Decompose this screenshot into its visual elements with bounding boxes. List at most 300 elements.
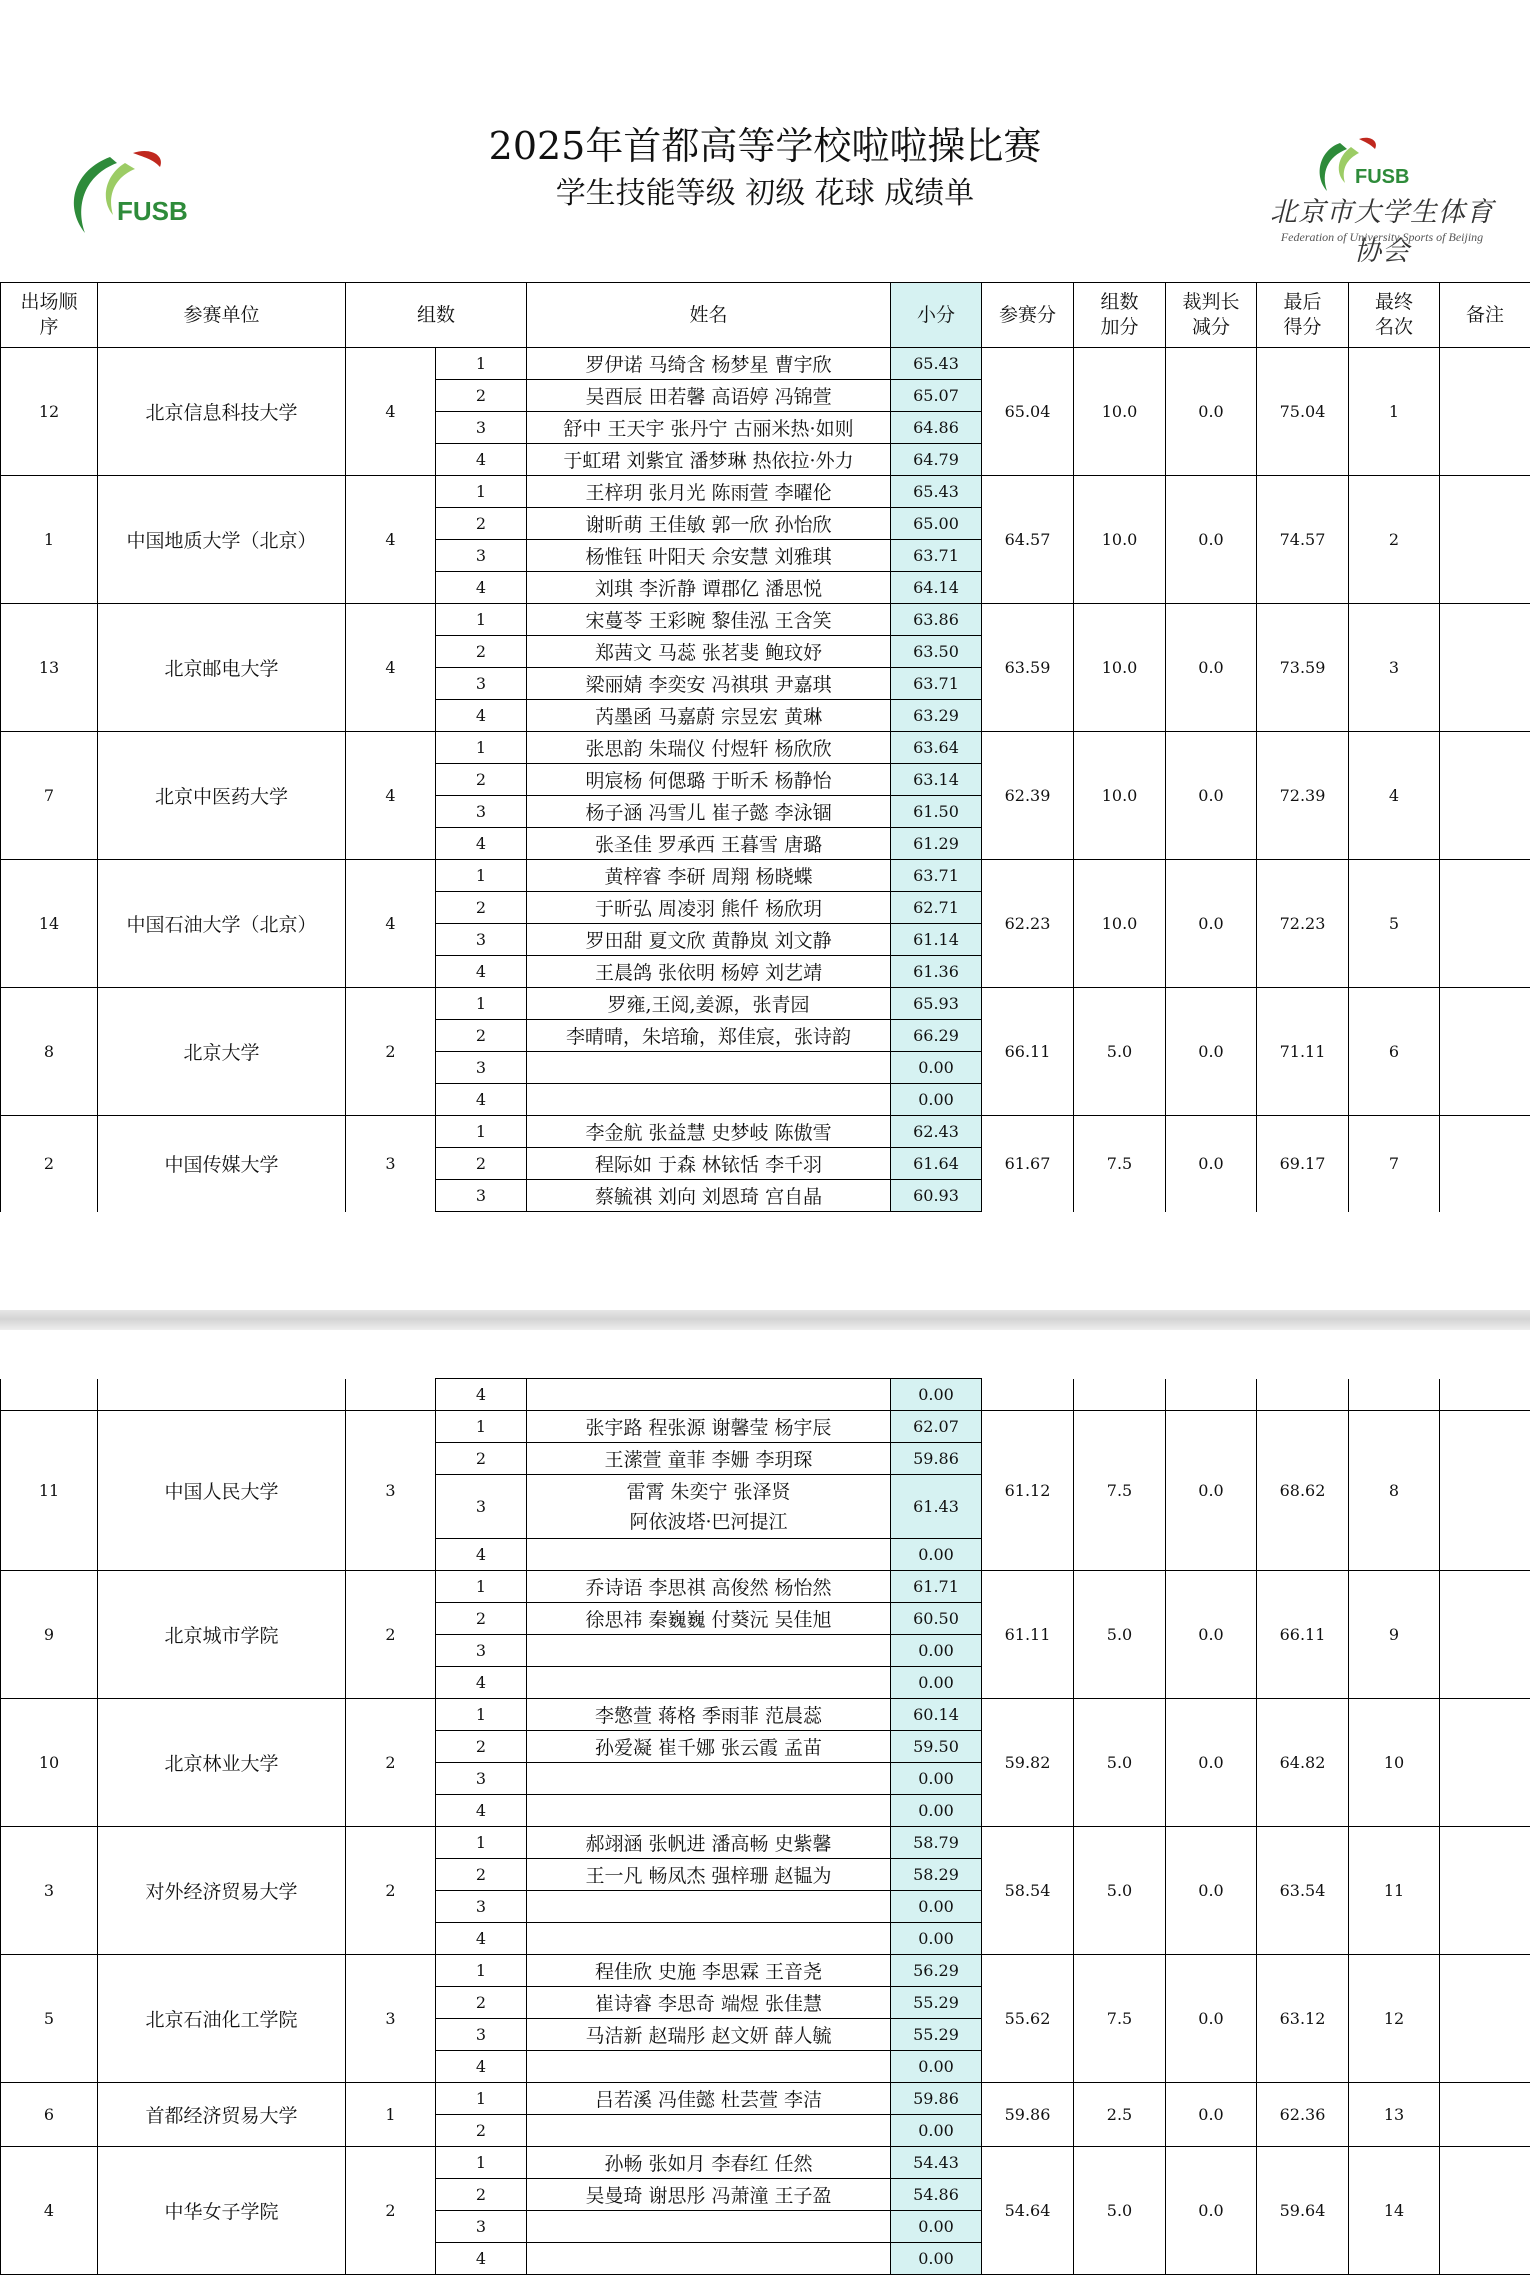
col-final: 最后得分 xyxy=(1257,283,1349,348)
cell-deduct: 0.0 xyxy=(1166,2083,1257,2147)
cell-group-number: 1 xyxy=(436,348,527,380)
cell-score: 62.23 xyxy=(982,860,1074,988)
cell-group-number: 4 xyxy=(436,1667,527,1699)
cell-group-number: 1 xyxy=(436,1699,527,1731)
cell-names: 李晴晴，朱培瑜，郑佳宸，张诗韵 xyxy=(527,1020,891,1052)
cell-final: 63.12 xyxy=(1257,1955,1349,2083)
cell-rank: 5 xyxy=(1349,860,1440,988)
cell-subscore: 65.00 xyxy=(891,508,982,540)
cell-groups: 4 xyxy=(346,732,436,860)
cell-subscore: 59.86 xyxy=(891,1443,982,1475)
cell-names: 张宇路 程张源 谢馨莹 杨宇辰 xyxy=(527,1411,891,1443)
cell-rank: 9 xyxy=(1349,1571,1440,1699)
empty-cell xyxy=(1440,1379,1530,1411)
cell-group-number: 2 xyxy=(436,636,527,668)
cell-group-number: 1 xyxy=(436,1571,527,1603)
cell-groups: 4 xyxy=(346,476,436,604)
cell-score: 55.62 xyxy=(982,1955,1074,2083)
cell-names: 王潆萱 童菲 李姗 李玥琛 xyxy=(527,1443,891,1475)
cell-subscore: 63.64 xyxy=(891,732,982,764)
cell-names: 崔诗睿 李思奇 端煜 张佳慧 xyxy=(527,1987,891,2019)
cell-remarks xyxy=(1440,604,1530,732)
cell-unit: 中华女子学院 xyxy=(98,2147,346,2275)
cell-deduct: 0.0 xyxy=(1166,2147,1257,2275)
cell-final: 73.59 xyxy=(1257,604,1349,732)
cell-deduct: 0.0 xyxy=(1166,860,1257,988)
cell-subscore: 0.00 xyxy=(891,1923,982,1955)
cell-names: 芮墨函 马嘉蔚 宗昱宏 黄琳 xyxy=(527,700,891,732)
cell-names xyxy=(527,1763,891,1795)
cell-group-number: 4 xyxy=(436,1923,527,1955)
cell-remarks xyxy=(1440,476,1530,604)
cell-deduct: 0.0 xyxy=(1166,732,1257,860)
cell-groups: 4 xyxy=(346,604,436,732)
cell-deduct: 0.0 xyxy=(1166,476,1257,604)
cell-names: 于昕弘 周凌羽 熊仟 杨欣玥 xyxy=(527,892,891,924)
page-subtitle: 学生技能等级 初级 花球 成绩单 xyxy=(0,168,1530,212)
cell-unit: 北京中医药大学 xyxy=(98,732,346,860)
cell-bonus: 5.0 xyxy=(1074,1699,1166,1827)
table-row xyxy=(1,732,1530,764)
cell-subscore: 63.14 xyxy=(891,764,982,796)
cell-group-number: 1 xyxy=(436,1955,527,1987)
cell-subscore: 0.00 xyxy=(891,2051,982,2083)
table-row xyxy=(1,476,1530,508)
cell-order: 11 xyxy=(1,1411,98,1571)
cell-subscore: 0.00 xyxy=(891,2211,982,2243)
cell-subscore: 60.50 xyxy=(891,1603,982,1635)
cell-group-number: 4 xyxy=(436,1539,527,1571)
cell-subscore: 65.07 xyxy=(891,380,982,412)
cell-unit: 对外经济贸易大学 xyxy=(98,1827,346,1955)
cell-names: 明宸杨 何偲璐 于昕禾 杨静怡 xyxy=(527,764,891,796)
empty-cell xyxy=(1349,1379,1440,1411)
cell-subscore: 63.29 xyxy=(891,700,982,732)
cell-groups: 2 xyxy=(346,1571,436,1699)
cell-subscore: 58.29 xyxy=(891,1859,982,1891)
cell-group-number: 2 xyxy=(436,1443,527,1475)
cell-names xyxy=(527,1923,891,1955)
cell-names: 吴酉辰 田若馨 高语婷 冯锦萱 xyxy=(527,380,891,412)
cell-subscore: 65.93 xyxy=(891,988,982,1020)
cell-subscore: 62.07 xyxy=(891,1411,982,1443)
cell-remarks xyxy=(1440,860,1530,988)
cell-names: 杨子涵 冯雪儿 崔子懿 李泳锢 xyxy=(527,796,891,828)
cell-unit: 中国石油大学（北京） xyxy=(98,860,346,988)
col-rank: 最终名次 xyxy=(1349,283,1440,348)
cell-group-number: 1 xyxy=(436,476,527,508)
cell-unit: 中国人民大学 xyxy=(98,1411,346,1571)
cell-subscore: 58.79 xyxy=(891,1827,982,1859)
cell-subscore: 0.00 xyxy=(891,2243,982,2275)
cell-unit: 北京城市学院 xyxy=(98,1571,346,1699)
cell-subscore: 60.93 xyxy=(891,1180,982,1212)
cell-group-number: 1 xyxy=(436,1411,527,1443)
cell-names: 吴曼琦 谢思彤 冯萧潼 王子盈 xyxy=(527,2179,891,2211)
cell-subscore: 55.29 xyxy=(891,2019,982,2051)
cell-subscore: 0.00 xyxy=(891,1667,982,1699)
cell-groups: 4 xyxy=(346,348,436,476)
table-row xyxy=(1,2147,1530,2179)
cell-subscore: 65.43 xyxy=(891,476,982,508)
col-deduct: 裁判长减分 xyxy=(1166,283,1257,348)
cell-names: 程佳欣 史施 李思霖 王音尧 xyxy=(527,1955,891,1987)
logo-right-text: FUSB xyxy=(1355,166,1409,188)
cell-score: 66.11 xyxy=(982,988,1074,1116)
cell-order: 6 xyxy=(1,2083,98,2147)
cell-rank: 13 xyxy=(1349,2083,1440,2147)
cell-final: 72.39 xyxy=(1257,732,1349,860)
cell-groups: 3 xyxy=(346,1411,436,1571)
col-subscore: 小分 xyxy=(891,283,982,348)
col-names: 姓名 xyxy=(527,283,891,348)
col-unit: 参赛单位 xyxy=(98,283,346,348)
cell-bonus: 10.0 xyxy=(1074,604,1166,732)
cell-subscore: 61.36 xyxy=(891,956,982,988)
cell-groups: 1 xyxy=(346,2083,436,2147)
logo-left-text: FUSB xyxy=(117,196,188,226)
cell-subscore: 62.43 xyxy=(891,1116,982,1148)
cell-score: 61.12 xyxy=(982,1411,1074,1571)
cell-rank: 14 xyxy=(1349,2147,1440,2275)
cell-rank: 6 xyxy=(1349,988,1440,1116)
cell-groups: 2 xyxy=(346,1699,436,1827)
cell-score: 62.39 xyxy=(982,732,1074,860)
cell-unit: 首都经济贸易大学 xyxy=(98,2083,346,2147)
cell-subscore: 61.50 xyxy=(891,796,982,828)
empty-cell xyxy=(1257,1379,1349,1411)
cell-subscore: 55.29 xyxy=(891,1987,982,2019)
cell-subscore: 60.14 xyxy=(891,1699,982,1731)
cell-group-number: 3 xyxy=(436,668,527,700)
cell-order: 10 xyxy=(1,1699,98,1827)
table-row xyxy=(1,348,1530,380)
cell-names xyxy=(527,1795,891,1827)
cell-order: 12 xyxy=(1,348,98,476)
association-name-en: Federation of University Sports of Beijing xyxy=(1262,230,1502,245)
cell-final: 75.04 xyxy=(1257,348,1349,476)
cell-bonus: 7.5 xyxy=(1074,1955,1166,2083)
cell-group-number: 2 xyxy=(436,508,527,540)
table-row xyxy=(1,1699,1530,1731)
cell xyxy=(527,1379,891,1411)
empty-cell xyxy=(346,1379,436,1411)
cell-score: 61.11 xyxy=(982,1571,1074,1699)
cell-names: 马洁新 赵瑞彤 赵文妍 薛人毓 xyxy=(527,2019,891,2051)
cell-names xyxy=(527,1475,891,1539)
cell-final: 69.17 xyxy=(1257,1116,1349,1212)
cell-bonus: 10.0 xyxy=(1074,348,1166,476)
cell-group-number: 3 xyxy=(436,1891,527,1923)
cell-deduct: 0.0 xyxy=(1166,1699,1257,1827)
cell-subscore: 65.43 xyxy=(891,348,982,380)
cell-remarks xyxy=(1440,1571,1530,1699)
cell-bonus: 5.0 xyxy=(1074,1571,1166,1699)
cell-remarks xyxy=(1440,1699,1530,1827)
cell-deduct: 0.0 xyxy=(1166,1116,1257,1212)
cell-final: 59.64 xyxy=(1257,2147,1349,2275)
cell-subscore: 0.00 xyxy=(891,1763,982,1795)
cell-subscore: 0.00 xyxy=(891,1539,982,1571)
cell-names: 宋蔓苓 王彩晼 黎佳泓 王含笑 xyxy=(527,604,891,636)
cell-group-number: 3 xyxy=(436,540,527,572)
cell-names: 杨惟钰 叶阳天 佘安慧 刘雅琪 xyxy=(527,540,891,572)
cell-bonus: 5.0 xyxy=(1074,1827,1166,1955)
cell-group-number: 4 xyxy=(436,1795,527,1827)
table-body-top xyxy=(1,348,1530,1212)
cell-subscore: 0.00 xyxy=(891,1795,982,1827)
table-row xyxy=(1,988,1530,1020)
cell-names: 梁丽婧 李奕安 冯祺琪 尹嘉琪 xyxy=(527,668,891,700)
cell-names xyxy=(527,1891,891,1923)
cell-remarks xyxy=(1440,2147,1530,2275)
cell-groups: 2 xyxy=(346,2147,436,2275)
cell-group-number: 4 xyxy=(436,1084,527,1116)
cell-score: 59.82 xyxy=(982,1699,1074,1827)
cell-group-number: 3 xyxy=(436,1180,527,1212)
cell-names: 乔诗语 李思祺 高俊然 杨怡然 xyxy=(527,1571,891,1603)
cell-subscore: 64.86 xyxy=(891,412,982,444)
cell-subscore: 63.71 xyxy=(891,668,982,700)
col-score: 参赛分 xyxy=(982,283,1074,348)
cell-group-number: 4 xyxy=(436,2243,527,2275)
cell-order: 3 xyxy=(1,1827,98,1955)
col-groups: 组数 xyxy=(346,283,527,348)
cell-names: 吕若溪 冯佳懿 杜芸萱 李洁 xyxy=(527,2083,891,2115)
score-table-bottom xyxy=(0,1378,1530,2275)
cell-names: 谢昕萌 王佳敏 郭一欣 孙怡欣 xyxy=(527,508,891,540)
cell-names: 蔡毓祺 刘向 刘恩琦 宫自晶 xyxy=(527,1180,891,1212)
cell-names: 刘琪 李沂静 谭郡亿 潘思悦 xyxy=(527,572,891,604)
cell-names: 程际如 于森 林铱恬 李千羽 xyxy=(527,1148,891,1180)
cell-group-number: 1 xyxy=(436,1116,527,1148)
cell-score: 63.59 xyxy=(982,604,1074,732)
cell-deduct: 0.0 xyxy=(1166,1571,1257,1699)
names-line-2: 阿依波塔·巴河提江 xyxy=(527,1507,890,1537)
cell-bonus: 10.0 xyxy=(1074,476,1166,604)
cell-names: 徐思祎 秦巍巍 付葵沅 吴佳旭 xyxy=(527,1603,891,1635)
cell-names: 王一凡 畅凤杰 强梓珊 赵韫为 xyxy=(527,1859,891,1891)
cell-names: 李金航 张益慧 史梦岐 陈傲雪 xyxy=(527,1116,891,1148)
cell-deduct: 0.0 xyxy=(1166,1411,1257,1571)
cell-group-number: 2 xyxy=(436,1603,527,1635)
cell-order: 4 xyxy=(1,2147,98,2275)
cell-group-number: 1 xyxy=(436,1827,527,1859)
score-table-top xyxy=(0,282,1530,1212)
cell-subscore: 63.71 xyxy=(891,540,982,572)
cell-bonus: 10.0 xyxy=(1074,860,1166,988)
names-line-1: 雷霄 朱奕宁 张泽贤 xyxy=(527,1477,890,1507)
cell-deduct: 0.0 xyxy=(1166,604,1257,732)
page-separator xyxy=(0,1310,1530,1330)
cell: 0.00 xyxy=(891,1379,982,1411)
cell-rank: 7 xyxy=(1349,1116,1440,1212)
cell-subscore: 63.50 xyxy=(891,636,982,668)
cell-names: 王晨鸽 张依明 杨婷 刘艺靖 xyxy=(527,956,891,988)
cell-group-number: 4 xyxy=(436,2051,527,2083)
cell-bonus: 10.0 xyxy=(1074,732,1166,860)
cell-names: 张圣佳 罗承西 王暮雪 唐璐 xyxy=(527,828,891,860)
cell-group-number: 2 xyxy=(436,1987,527,2019)
table-row xyxy=(1,1379,1530,1411)
cell-names: 罗雍,王阅,姜源，张青园 xyxy=(527,988,891,1020)
cell-group-number: 4 xyxy=(436,444,527,476)
cell-bonus: 5.0 xyxy=(1074,988,1166,1116)
cell-deduct: 0.0 xyxy=(1166,348,1257,476)
cell-subscore: 61.29 xyxy=(891,828,982,860)
cell-final: 63.54 xyxy=(1257,1827,1349,1955)
cell-score: 65.04 xyxy=(982,348,1074,476)
cell-group-number: 3 xyxy=(436,1763,527,1795)
association-name-cn: 北京市大学生体育协会 xyxy=(1262,190,1502,268)
cell-subscore: 54.43 xyxy=(891,2147,982,2179)
cell-unit: 中国传媒大学 xyxy=(98,1116,346,1212)
cell-group-number: 2 xyxy=(436,2179,527,2211)
cell-subscore: 59.86 xyxy=(891,2083,982,2115)
cell-order: 2 xyxy=(1,1116,98,1212)
cell-group-number: 1 xyxy=(436,988,527,1020)
cell-names: 王梓玥 张月光 陈雨萱 李曜伦 xyxy=(527,476,891,508)
cell-subscore: 64.79 xyxy=(891,444,982,476)
cell-names xyxy=(527,1539,891,1571)
cell-group-number: 2 xyxy=(436,1859,527,1891)
cell-subscore: 0.00 xyxy=(891,1084,982,1116)
cell-group-number: 2 xyxy=(436,764,527,796)
cell-unit: 中国地质大学（北京） xyxy=(98,476,346,604)
cell-score: 54.64 xyxy=(982,2147,1074,2275)
cell-order: 8 xyxy=(1,988,98,1116)
cell-names xyxy=(527,2051,891,2083)
cell-subscore: 61.14 xyxy=(891,924,982,956)
cell-names xyxy=(527,2243,891,2275)
cell-names: 罗伊诺 马绮含 杨梦星 曹宇欣 xyxy=(527,348,891,380)
table-body-bottom xyxy=(1,1379,1530,2275)
cell-final: 71.11 xyxy=(1257,988,1349,1116)
cell-remarks xyxy=(1440,988,1530,1116)
cell-remarks xyxy=(1440,1411,1530,1571)
cell-score: 58.54 xyxy=(982,1827,1074,1955)
cell-groups: 2 xyxy=(346,1827,436,1955)
cell-subscore: 59.50 xyxy=(891,1731,982,1763)
cell-rank: 2 xyxy=(1349,476,1440,604)
cell-groups: 3 xyxy=(346,1955,436,2083)
cell-names xyxy=(527,1052,891,1084)
cell-subscore: 0.00 xyxy=(891,1891,982,1923)
table-row xyxy=(1,1955,1530,1987)
cell-groups: 4 xyxy=(346,860,436,988)
cell-remarks xyxy=(1440,1955,1530,2083)
table-row xyxy=(1,1411,1530,1443)
cell-rank: 12 xyxy=(1349,1955,1440,2083)
cell-group-number: 2 xyxy=(436,2115,527,2147)
cell-subscore: 63.86 xyxy=(891,604,982,636)
cell-names: 孙畅 张如月 李春红 任然 xyxy=(527,2147,891,2179)
cell-names xyxy=(527,1084,891,1116)
cell-group-number: 2 xyxy=(436,892,527,924)
cell-order: 9 xyxy=(1,1571,98,1699)
cell-final: 64.82 xyxy=(1257,1699,1349,1827)
cell-score: 64.57 xyxy=(982,476,1074,604)
cell-group-number: 1 xyxy=(436,2147,527,2179)
cell-names xyxy=(527,2211,891,2243)
cell-group-number: 3 xyxy=(436,796,527,828)
cell-subscore: 0.00 xyxy=(891,1052,982,1084)
cell-group-number: 3 xyxy=(436,1475,527,1539)
cell-group-number: 3 xyxy=(436,2211,527,2243)
cell-rank: 3 xyxy=(1349,604,1440,732)
cell-rank: 1 xyxy=(1349,348,1440,476)
cell-final: 72.23 xyxy=(1257,860,1349,988)
cell-subscore: 63.71 xyxy=(891,860,982,892)
cell-group-number: 3 xyxy=(436,412,527,444)
cell-subscore: 61.71 xyxy=(891,1571,982,1603)
cell-subscore: 0.00 xyxy=(891,1635,982,1667)
cell-rank: 4 xyxy=(1349,732,1440,860)
cell-remarks xyxy=(1440,348,1530,476)
cell-names: 舒中 王天宇 张丹宁 古丽米热·如则 xyxy=(527,412,891,444)
cell-bonus: 2.5 xyxy=(1074,2083,1166,2147)
cell-final: 74.57 xyxy=(1257,476,1349,604)
col-order: 出场顺序 xyxy=(1,283,98,348)
cell-order: 14 xyxy=(1,860,98,988)
cell-order: 5 xyxy=(1,1955,98,2083)
cell-group-number: 2 xyxy=(436,1020,527,1052)
col-remarks: 备注 xyxy=(1440,283,1530,348)
cell: 4 xyxy=(436,1379,527,1411)
cell-score: 61.67 xyxy=(982,1116,1074,1212)
col-bonus: 组数加分 xyxy=(1074,283,1166,348)
table-row xyxy=(1,1116,1530,1148)
empty-cell xyxy=(98,1379,346,1411)
cell-deduct: 0.0 xyxy=(1166,1827,1257,1955)
cell-names: 罗田甜 夏文欣 黄静岚 刘文静 xyxy=(527,924,891,956)
cell-deduct: 0.0 xyxy=(1166,1955,1257,2083)
cell-subscore: 0.00 xyxy=(891,2115,982,2147)
cell-subscore: 54.86 xyxy=(891,2179,982,2211)
cell-bonus: 7.5 xyxy=(1074,1411,1166,1571)
cell-final: 62.36 xyxy=(1257,2083,1349,2147)
cell-final: 66.11 xyxy=(1257,1571,1349,1699)
table-row xyxy=(1,604,1530,636)
cell-names xyxy=(527,1667,891,1699)
table-row xyxy=(1,860,1530,892)
cell-group-number: 3 xyxy=(436,924,527,956)
cell-group-number: 1 xyxy=(436,860,527,892)
cell-names: 郝翊涵 张帆进 潘高畅 史紫馨 xyxy=(527,1827,891,1859)
cell-groups: 3 xyxy=(346,1116,436,1212)
cell-rank: 8 xyxy=(1349,1411,1440,1571)
cell-names: 李憼萱 蒋格 季雨菲 范晨蕊 xyxy=(527,1699,891,1731)
empty-cell xyxy=(1074,1379,1166,1411)
cell-group-number: 4 xyxy=(436,572,527,604)
cell-group-number: 3 xyxy=(436,2019,527,2051)
cell-group-number: 4 xyxy=(436,700,527,732)
cell-names xyxy=(527,2115,891,2147)
cell-names: 郑茜文 马蕊 张茗斐 鲍玟妤 xyxy=(527,636,891,668)
cell-deduct: 0.0 xyxy=(1166,988,1257,1116)
cell-unit: 北京信息科技大学 xyxy=(98,348,346,476)
cell-names: 于虹珺 刘紫宜 潘梦琳 热依拉·外力 xyxy=(527,444,891,476)
cell-remarks xyxy=(1440,1116,1530,1212)
cell-subscore: 64.14 xyxy=(891,572,982,604)
cell-names xyxy=(527,1635,891,1667)
cell-group-number: 3 xyxy=(436,1635,527,1667)
cell-remarks xyxy=(1440,732,1530,860)
cell-bonus: 5.0 xyxy=(1074,2147,1166,2275)
table-row xyxy=(1,1827,1530,1859)
cell-subscore: 66.29 xyxy=(891,1020,982,1052)
empty-cell xyxy=(1,1379,98,1411)
